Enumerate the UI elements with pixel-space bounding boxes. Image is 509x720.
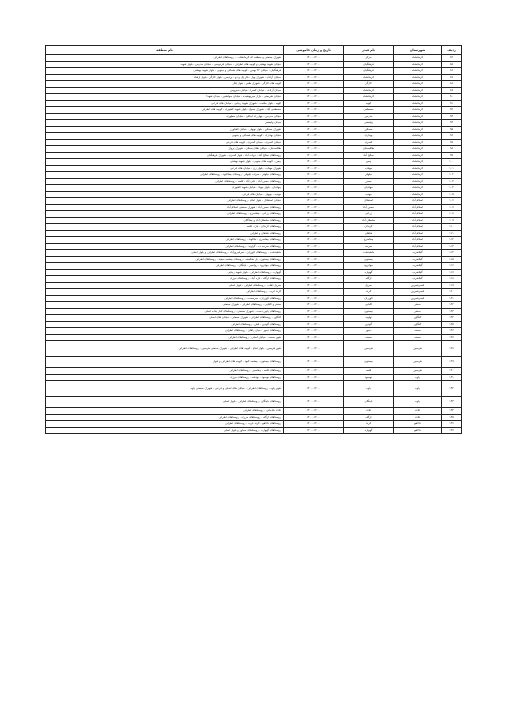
cell-feeder: استقلال <box>344 198 394 205</box>
cell-row-number: ۱۲۷ <box>442 334 462 341</box>
cell-county: کرمانشاه <box>394 55 442 62</box>
cell-county: ثلاث <box>394 414 442 421</box>
cell-time: ۱۴۰۰-۱۲:۰۰ <box>284 269 344 276</box>
cell-time: ۱۴۰۰-۱۲:۰۰ <box>284 68 344 75</box>
cell-time: ۱۴۰۰-۱۲:۰۰ <box>284 321 344 328</box>
cell-county: صحنه <box>394 328 442 335</box>
cell-county: کرمانشاه <box>394 81 442 88</box>
cell-row-number: ۱۰۱ <box>442 165 462 172</box>
cell-time: ۱۴۰۰-۱۲:۰۰ <box>284 243 344 250</box>
cell-county: کنگاور <box>394 321 442 328</box>
cell-area: روستاهای زرانی ، چقاسرخ ، روستاهای اطراف <box>46 211 284 218</box>
table-row <box>46 357 462 368</box>
cell-row-number: ۱۲۴ <box>442 315 462 322</box>
cell-county: اسلام آباد <box>394 204 442 211</box>
cell-time: ۱۴۰۰-۱۲:۰۰ <box>284 315 344 322</box>
cell-feeder: کرندان <box>344 224 394 231</box>
cell-area: خیابان بهداری ، کوچه های شمالی و جنوبی <box>46 133 284 140</box>
cell-row-number: ۹۵ <box>442 126 462 133</box>
cell-area: روستاهای دالاهو ، کرند غرب ، روستاهای اطراف <box>46 421 284 428</box>
cell-time: ۱۴۰۰-۱۲:۰۰ <box>284 100 344 107</box>
cell-row-number: ۹۳ <box>442 113 462 120</box>
cell-time: ۱۴۰۰-۱۲:۰۰ <box>284 289 344 296</box>
cell-area: سنقر و کلیایی ، روستاهای اطراف ، شهرک صنعتی <box>46 302 284 309</box>
cell-time: ۱۴۰۰-۱۲:۰۰ <box>284 139 344 146</box>
cell-time: ۱۴۰۰-۱۲:۰۰ <box>284 408 344 415</box>
cell-area: روستاهای قلعه ، چقاسبز ، روستاهای اطراف <box>46 368 284 375</box>
cell-row-number: ۱۳۲ <box>442 381 462 397</box>
cell-area: روستاهای سلطان آباد و چقاگلان <box>46 217 284 224</box>
cell-county: قصرشیرین <box>394 295 442 302</box>
table-header-row <box>46 46 462 55</box>
cell-time: ۱۴۰۰-۱۲:۰۰ <box>284 133 344 140</box>
cell-area: روستاهای باینگان ، روستاهای اطراف ، بلوار اصلی <box>46 397 284 408</box>
cell-area: خیابان استقلال ، بلوار امام ، روستاهای اطراف <box>46 198 284 205</box>
cell-time: ۱۴۰۰-۱۲:۰۰ <box>284 308 344 315</box>
cell-feeder: قلعه <box>344 368 394 375</box>
cell-time: ۱۴۰۰-۱۲:۰۰ <box>284 198 344 205</box>
cell-area: روستاهای سرخه ده ، گراوند ، روستاهای اطراف <box>46 243 284 250</box>
cell-time: ۱۴۰۰-۱۲:۰۰ <box>284 237 344 244</box>
cell-row-number: ۱۲۲ <box>442 302 462 309</box>
cell-row-number: ۹۴ <box>442 120 462 127</box>
cell-feeder: زرانی <box>344 211 394 218</box>
cell-time: ۱۴۰۰-۱۲:۰۰ <box>284 224 344 231</box>
cell-row-number: ۱۳۵ <box>442 414 462 421</box>
cell-area: روستاهای حسن آباد ، شهرک صنعتی اسلام آباد <box>46 204 284 211</box>
cell-row-number: ۱۱۴ <box>442 250 462 257</box>
cell-county: پاوه <box>394 381 442 397</box>
cell-time: ۱۴۰۰-۱۲:۰۰ <box>284 204 344 211</box>
cell-area: شهرک مسکن ، بلوار نوبهار ، خیابان کشاورز <box>46 126 284 133</box>
cell-area: خیابان آزادی ، شهرک بهار ، فاز یک و دو ، پردیس ، بلوار کارگر ، بلوار ارشاد <box>46 74 284 81</box>
cell-time: ۱۴۰۰-۱۲:۰۰ <box>284 302 344 309</box>
cell-county: کرمانشاه <box>394 126 442 133</box>
cell-area: روستاهای ازگله ، روستاهای مرزی ، روستاهای اطراف <box>46 414 284 421</box>
cell-row-number: ۱۲۳ <box>442 308 462 315</box>
cell-feeder: حسن آباد <box>344 204 394 211</box>
cell-time: ۱۴۰۰-۱۲:۰۰ <box>284 120 344 127</box>
cell-feeder: مدرس <box>344 113 394 120</box>
cell-feeder: مهتاب <box>344 165 394 172</box>
cell-row-number: ۱۰۵ <box>442 191 462 198</box>
cell-county: اسلام آباد <box>394 198 442 205</box>
cell-feeder: کرمانشاه <box>344 94 394 101</box>
cell-time: ۱۴۰۰-۱۲:۰۰ <box>284 87 344 94</box>
cell-feeder: دینور <box>344 328 394 335</box>
cell-county: دالاهو <box>394 427 442 434</box>
cell-county: سنقر <box>394 308 442 315</box>
cell-county: هرسین <box>394 357 442 368</box>
cell-time: ۱۴۰۰-۱۲:۰۰ <box>284 368 344 375</box>
cell-time: ۱۴۰۰-۱۲:۰۰ <box>284 61 344 68</box>
cell-time: ۱۴۰۰-۱۲:۰۰ <box>284 334 344 341</box>
cell-row-number: ۹۰ <box>442 94 462 101</box>
cell-area: سرپل ذهاب ، روستاهای اطراف ، بلوار اصلی <box>46 282 284 289</box>
cell-row-number: ۱۰۳ <box>442 178 462 185</box>
cell-row-number: ۱۱۳ <box>442 243 462 250</box>
cell-row-number: ۱۳۷ <box>442 427 462 434</box>
cell-time: ۱۴۰۰-۱۲:۰۰ <box>284 427 344 434</box>
cell-feeder: بیستون <box>344 256 394 263</box>
header-row-number: ردیف <box>442 46 462 55</box>
cell-time: ۱۴۰۰-۱۲:۰۰ <box>284 295 344 302</box>
cell-row-number: ۱۰۴ <box>442 185 462 192</box>
cell-time: ۱۴۰۰-۱۲:۰۰ <box>284 328 344 335</box>
cell-time: ۱۴۰۰-۱۲:۰۰ <box>284 126 344 133</box>
cell-row-number: ۱۱۶ <box>442 263 462 270</box>
cell-county: گیلانغرب <box>394 256 442 263</box>
cell-row-number: ۱۰۷ <box>442 204 462 211</box>
cell-feeder: بهداری <box>344 133 394 140</box>
cell-county: اسلام آباد <box>394 237 442 244</box>
cell-area: روستاهای دینور ، میان راهان ، روستاهای اطراف <box>46 328 284 335</box>
cell-area: مهدیه ، نوبهار ، خیابان های فرعی <box>46 191 284 198</box>
cell-feeder: مصطفی <box>344 107 394 114</box>
cell-area: طاقبستان ، خیابان طاق بستان ، شهرک پرواز <box>46 146 284 153</box>
cell-time: ۱۴۰۰-۱۲:۰۰ <box>284 191 344 198</box>
cell-county: صحنه <box>394 334 442 341</box>
cell-area: روستاهای کرندان ، بان ، قلعه <box>46 224 284 231</box>
cell-feeder: ازگله <box>344 276 394 283</box>
cell-feeder: کوزران <box>344 295 394 302</box>
cell-county: ثلاث <box>394 408 442 415</box>
cell-county: پاوه <box>394 374 442 381</box>
cell-row-number: ۹۲ <box>442 107 462 114</box>
cell-county: قصرشیرین <box>394 282 442 289</box>
cell-county: کرمانشاه <box>394 165 442 172</box>
cell-county: پاوه <box>394 397 442 408</box>
cell-feeder: صالح آباد <box>344 152 394 159</box>
cell-row-number: ۱۲۰ <box>442 289 462 296</box>
cell-county: کرمانشاه <box>394 87 442 94</box>
cell-time: ۱۴۰۰-۱۲:۰۰ <box>284 107 344 114</box>
cell-area: ماهیدشت ، روستاهای کوزران ، سرفیروزآباد ، روستاهای اطراف و بلوار اصلی <box>46 250 284 257</box>
cell-feeder: شاهان <box>344 230 394 237</box>
cell-feeder: سلطان آباد <box>344 217 394 224</box>
cell-feeder: مرکز <box>344 55 394 62</box>
table-row <box>46 427 462 434</box>
cell-area: میدان آزادی ، خیابان کسرا ، خیابان سیروس <box>46 87 284 94</box>
cell-time: ۱۴۰۰-۱۲:۰۰ <box>284 414 344 421</box>
cell-county: کرمانشاه <box>394 139 442 146</box>
cell-feeder: سرپل <box>344 282 394 289</box>
cell-feeder: کرند <box>344 289 394 296</box>
cell-area: فرهنگیان ، خیابان ۲۲ بهمن ، کوچه های شمالی و جنوبی ، بلوار شهید بهشتی <box>46 68 284 75</box>
outage-schedule-table <box>45 45 462 434</box>
cell-area: جهادیان ، بلوار جهاد ، خیابان شهید کشوری <box>46 185 284 192</box>
cell-row-number: ۹۹ <box>442 152 462 159</box>
cell-feeder: طاقبستان <box>344 146 394 153</box>
cell-feeder: الهیه <box>344 100 394 107</box>
cell-area: شهرک صنعتی و منطقه ای کرمانشاه - ، روستاهای اطراف <box>46 55 284 62</box>
cell-area: روستاهای صالح آباد ، دولت آباد ، بلوار کسری ، شهرک فرهنگیان <box>46 152 284 159</box>
cell-county: کرمانشاه <box>394 159 442 166</box>
cell-time: ۱۴۰۰-۱۲:۰۰ <box>284 263 344 270</box>
cell-row-number: ۱۳۱ <box>442 374 462 381</box>
cell-row-number: ۸۴ <box>442 55 462 62</box>
cell-area: کوچه های کارگر ، شهرک ظفر ، بلوار ایثار <box>46 81 284 88</box>
cell-row-number: ۱۲۹ <box>442 357 462 368</box>
cell-row-number: ۸۵ <box>442 61 462 68</box>
cell-area: شهر هرسین ، بلوار امام ، کوچه های اطراف ، شهرک صنعتی هرسین ، روستاهای اطراف <box>46 341 284 357</box>
cell-area: شهرک مهتاب ، بلوار زن ، خیابان های فرعی <box>46 165 284 172</box>
cell-feeder: چغاسرخ <box>344 237 394 244</box>
cell-county: اسلام آباد <box>394 211 442 218</box>
cell-feeder: باینگان <box>344 397 394 408</box>
cell-feeder: نهاوند <box>344 315 394 322</box>
cell-feeder: جوانرود <box>344 263 394 270</box>
cell-area: خیابان کسری ، میدان کسری ، کوچه های فرعی <box>46 139 284 146</box>
cell-feeder: پاوه <box>344 381 394 397</box>
cell-feeder: جهادیان <box>344 185 394 192</box>
cell-county: گیلانغرب <box>394 250 442 257</box>
cell-area: خیابان شهید بهشتی و کوچه های اطراف - خیابان فردوسی - خیابان مدرس - بلوار شهید <box>46 61 284 68</box>
cell-feeder: ولیعصر <box>344 120 394 127</box>
cell-county: اسلام آباد <box>394 224 442 231</box>
header-feeder: نام فیدر <box>344 46 394 55</box>
cell-county: هرسین <box>394 368 442 375</box>
cell-county: سنقر <box>394 302 442 309</box>
table-row <box>46 381 462 397</box>
cell-row-number: ۱۱۵ <box>442 256 462 263</box>
cell-county: اسلام آباد <box>394 230 442 237</box>
cell-county: کرمانشاه <box>394 152 442 159</box>
header-county: شهرستان <box>394 46 442 55</box>
cell-feeder: ماهیدشت <box>344 250 394 257</box>
cell-feeder: بیستون <box>344 357 394 368</box>
cell-area: روستاهای ازگله ، تازه آباد ، روستاهای مرزی <box>46 276 284 283</box>
cell-feeder: صحنه <box>344 334 394 341</box>
cell-county: گیلانغرب <box>394 263 442 270</box>
cell-row-number: ۱۱۷ <box>442 269 462 276</box>
cell-row-number: ۱۰۰ <box>442 159 462 166</box>
cell-county: اسلام آباد <box>394 217 442 224</box>
cell-county: هرسین <box>394 341 442 357</box>
cell-county: کرمانشاه <box>394 113 442 120</box>
cell-time: ۱۴۰۰-۱۲:۰۰ <box>284 172 344 179</box>
cell-time: ۱۴۰۰-۱۲:۰۰ <box>284 397 344 408</box>
cell-feeder: فرهنگیان <box>344 68 394 75</box>
cell-county: کرمانشاه <box>394 146 442 153</box>
cell-time: ۱۴۰۰-۱۲:۰۰ <box>284 217 344 224</box>
cell-county: کرمانشاه <box>394 68 442 75</box>
cell-time: ۱۴۰۰-۱۲:۰۰ <box>284 211 344 218</box>
cell-row-number: ۹۱ <box>442 100 462 107</box>
cell-area: کرند غرب ، روستاهای اطراف <box>46 289 284 296</box>
cell-feeder: گهواره <box>344 269 394 276</box>
cell-feeder: کارگر <box>344 81 394 88</box>
cell-feeder: هرسین <box>344 341 394 357</box>
header-area: نام منطقه <box>46 46 284 55</box>
cell-county: کرمانشاه <box>394 185 442 192</box>
cell-area: روستاهای نوسود ، نودشه ، روستاهای مرزی <box>46 374 284 381</box>
cell-row-number: ۹۶ <box>442 133 462 140</box>
cell-area: روستاهای گهواره ، روستاهای مجاور و بلوار اصلی <box>46 427 284 434</box>
cell-feeder: گهواره <box>344 427 394 434</box>
cell-area: ثلاث باباجانی ، روستاهای اطراف <box>46 408 284 415</box>
cell-time: ۱۴۰۰-۱۲:۰۰ <box>284 276 344 283</box>
cell-feeder: مهدیه <box>344 191 394 198</box>
cell-county: گیلانغرب <box>394 276 442 283</box>
cell-row-number: ۹۷ <box>442 139 462 146</box>
cell-time: ۱۴۰۰-۱۲:۰۰ <box>284 178 344 185</box>
cell-area: خیابان مدرس ، چهارراه اجاقی ، خیابان مطهری <box>46 113 284 120</box>
cell-row-number: ۱۰۲ <box>442 172 462 179</box>
cell-area: مصطفی آباد ، شهرک بسیج ، بلوار شهید کشوری ، کوچه های اطراف <box>46 107 284 114</box>
cell-feeder: کسری <box>344 139 394 146</box>
cell-time: ۱۴۰۰-۱۲:۰۰ <box>284 374 344 381</box>
cell-area: روستاهای گودین ، فش ، روستاهای اطراف <box>46 321 284 328</box>
cell-row-number: ۱۲۱ <box>442 295 462 302</box>
cell-row-number: ۱۰۸ <box>442 211 462 218</box>
cell-time: ۱۴۰۰-۱۲:۰۰ <box>284 341 344 357</box>
cell-county: گیلانغرب <box>394 269 442 276</box>
cell-county: کرمانشاه <box>394 178 442 185</box>
cell-county: کرمانشاه <box>394 74 442 81</box>
cell-feeder: نیلوفر <box>344 172 394 179</box>
cell-county: کرمانشاه <box>394 172 442 179</box>
cell-time: ۱۴۰۰-۱۲:۰۰ <box>284 256 344 263</box>
cell-feeder: چمن <box>344 159 394 166</box>
cell-area: خیابان شریعتی ، بازار سرپوشیده ، خیابان جوانشیر ، میدان شهدا <box>46 94 284 101</box>
cell-time: ۱۴۰۰-۱۲:۰۰ <box>284 81 344 88</box>
cell-time: ۱۴۰۰-۱۲:۰۰ <box>284 421 344 428</box>
cell-county: کرمانشاه <box>394 107 442 114</box>
cell-area: شهر پاوه ، روستاهای اطراف ، خیابان های اصلی و فرعی ، شهرک صنعتی پاوه <box>46 381 284 397</box>
cell-county: کرمانشاه <box>394 61 442 68</box>
cell-county: کرمانشاه <box>394 133 442 140</box>
cell-county: دالاهو <box>394 421 442 428</box>
cell-area: میدان ولیعصر <box>46 120 284 127</box>
cell-county: اسلام آباد <box>394 243 442 250</box>
cell-time: ۱۴۰۰-۱۲:۰۰ <box>284 55 344 62</box>
cell-area: روستاهای بیستون ، چشمه کبود ، کوچه های اطراف و بلوار <box>46 357 284 368</box>
cell-area: روستاهای کوزران ، سرمست ، روستاهای اطراف <box>46 295 284 302</box>
cell-area: روستاهای نیلوفر ، سراب نیلوفر ، روستای چقاکبود ، روستاهای اطراف <box>46 172 284 179</box>
cell-row-number: ۱۳۶ <box>442 421 462 428</box>
header-time: تاریخ و زمان خاموشی <box>284 46 344 55</box>
cell-row-number: ۱۳۳ <box>442 397 462 408</box>
cell-area: شهر صحنه ، خیابان اصلی ، روستاهای اطراف <box>46 334 284 341</box>
cell-area: کنگاور ، روستاهای اطراف ، شهرک صنعتی ، خیابان های اصلی <box>46 315 284 322</box>
cell-feeder: بیستون <box>344 308 394 315</box>
cell-time: ۱۴۰۰-۱۲:۰۰ <box>284 381 344 397</box>
cell-time: ۱۴۰۰-۱۲:۰۰ <box>284 185 344 192</box>
cell-feeder: سرخه <box>344 243 394 250</box>
cell-row-number: ۸۷ <box>442 74 462 81</box>
cell-row-number: ۸۹ <box>442 87 462 94</box>
cell-county: کرمانشاه <box>394 94 442 101</box>
cell-row-number: ۹۸ <box>442 146 462 153</box>
cell-feeder: گودین <box>344 321 394 328</box>
cell-time: ۱۴۰۰-۱۲:۰۰ <box>284 146 344 153</box>
table-row <box>46 397 462 408</box>
table-body <box>46 55 462 434</box>
cell-row-number: ۱۳۴ <box>442 408 462 415</box>
cell-area: الهیه ، بلوار حکمت ، شهرک شهید رجایی ، خیابان های فرعی <box>46 100 284 107</box>
cell-feeder: کرند <box>344 421 394 428</box>
cell-county: کنگاور <box>394 315 442 322</box>
cell-row-number: ۱۰۹ <box>442 217 462 224</box>
cell-feeder: نوسود <box>344 374 394 381</box>
cell-time: ۱۴۰۰-۱۲:۰۰ <box>284 282 344 289</box>
cell-feeder: فرهنگیان <box>344 61 394 68</box>
cell-row-number: ۱۲۶ <box>442 328 462 335</box>
cell-row-number: ۱۱۸ <box>442 276 462 283</box>
cell-row-number: ۸۸ <box>442 81 462 88</box>
cell-feeder: حسن <box>344 178 394 185</box>
cell-time: ۱۴۰۰-۱۲:۰۰ <box>284 113 344 120</box>
cell-time: ۱۴۰۰-۱۲:۰۰ <box>284 165 344 172</box>
cell-time: ۱۴۰۰-۱۲:۰۰ <box>284 94 344 101</box>
cell-feeder: کرمانشاه <box>344 74 394 81</box>
cell-feeder: ازگله <box>344 414 394 421</box>
cell-row-number: ۱۲۵ <box>442 321 462 328</box>
cell-county: کرمانشاه <box>394 100 442 107</box>
cell-row-number: ۱۲۸ <box>442 341 462 357</box>
cell-area: روستاهای شاهان و اطراف <box>46 230 284 237</box>
cell-area: روستاهای جوانرود ، روانسر ، باینگان ، روستاهای اطراف <box>46 263 284 270</box>
cell-row-number: ۸۶ <box>442 68 462 75</box>
table-row <box>46 341 462 357</box>
cell-row-number: ۱۱۹ <box>442 282 462 289</box>
cell-feeder: کرمانشاه <box>344 87 394 94</box>
cell-area: روستاهای حسن آباد ، علی آباد ، قلعه ، روستاهای اطراف <box>46 178 284 185</box>
cell-county: کرمانشاه <box>394 120 442 127</box>
cell-area: چمن ، کوچه های جنوبی ، بلوار شهید بهشتی <box>46 159 284 166</box>
cell-area: گهواره ، روستاهای اطراف ، بلوار شهید رجایی <box>46 269 284 276</box>
cell-time: ۱۴۰۰-۱۲:۰۰ <box>284 152 344 159</box>
cell-time: ۱۴۰۰-۱۲:۰۰ <box>284 74 344 81</box>
cell-county: کرمانشاه <box>394 191 442 198</box>
cell-time: ۱۴۰۰-۱۲:۰۰ <box>284 250 344 257</box>
cell-time: ۱۴۰۰-۱۲:۰۰ <box>284 159 344 166</box>
cell-feeder: کلیایی <box>344 302 394 309</box>
cell-time: ۱۴۰۰-۱۲:۰۰ <box>284 230 344 237</box>
cell-row-number: ۱۱۲ <box>442 237 462 244</box>
cell-feeder: ثلاث <box>344 408 394 415</box>
cell-area: روستاهای بیستون ، پل شکسته ، روستای چشمه سفید ، روستاهای اطراف <box>46 256 284 263</box>
cell-area: روستاهای پایین دست ، شهرک صنعتی ، روستاهای کنار جاده اصلی <box>46 308 284 315</box>
cell-row-number: ۱۰۶ <box>442 198 462 205</box>
cell-area: روستاهای چغاسرخ ، جلالوند ، روستاهای اطراف <box>46 237 284 244</box>
cell-row-number: ۱۳۰ <box>442 368 462 375</box>
cell-row-number: ۱۱۰ <box>442 224 462 231</box>
cell-feeder: مسکن <box>344 126 394 133</box>
cell-time: ۱۴۰۰-۱۲:۰۰ <box>284 357 344 368</box>
cell-row-number: ۱۱۱ <box>442 230 462 237</box>
cell-county: قصرشیرین <box>394 289 442 296</box>
